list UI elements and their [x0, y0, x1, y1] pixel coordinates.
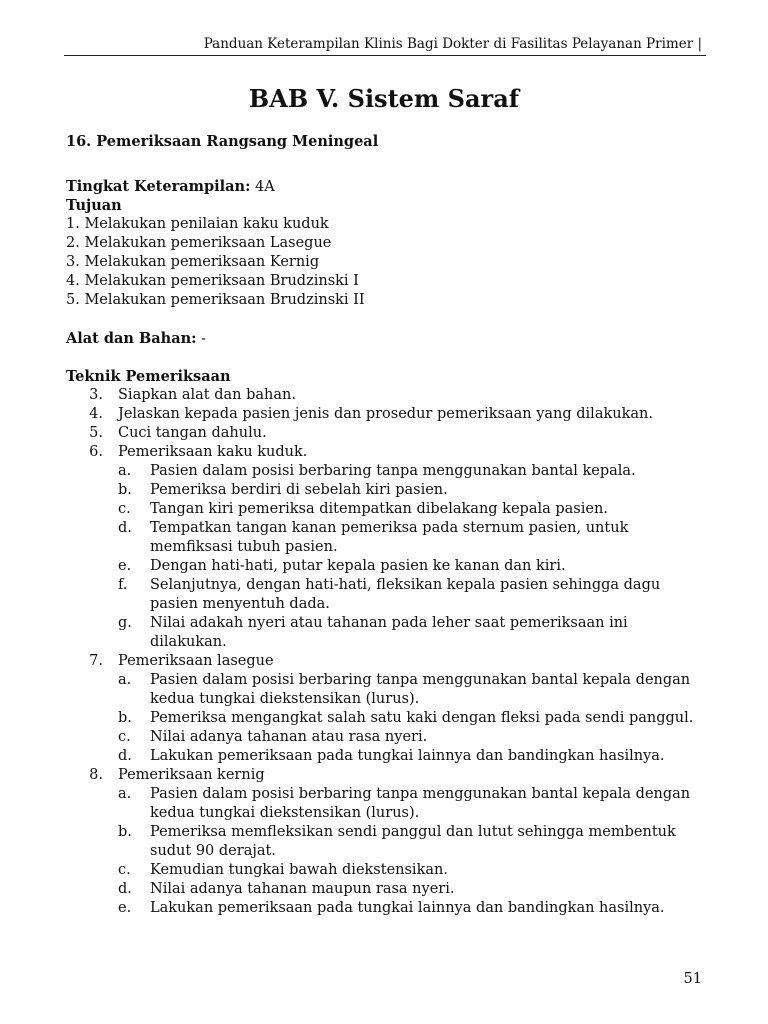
step-number: 7. — [89, 653, 103, 669]
technique-step — [66, 405, 716, 424]
substep-line — [66, 709, 716, 728]
substep-text: Lakukan pemeriksaan pada tungkai lainnya dan bandingkan hasilnya. — [150, 900, 665, 916]
step-text: Pemeriksaan kaku kuduk. — [118, 444, 308, 460]
step-number: 4. — [89, 406, 103, 422]
step-number: 3. — [89, 387, 103, 403]
step-text: Siapkan alat dan bahan. — [118, 387, 296, 403]
substep-letter: e. — [118, 558, 132, 574]
section-heading: 16. Pemeriksaan Rangsang Meningeal — [66, 133, 379, 150]
substep-letter: d. — [118, 520, 132, 536]
substep-letter: g. — [118, 615, 132, 631]
substep-letter: a. — [118, 463, 132, 479]
step-number: 6. — [89, 444, 103, 460]
substep-line — [66, 595, 716, 614]
technique-step — [66, 386, 716, 405]
substep-text: Pemeriksa mengangkat salah satu kaki dengan fleksi pada sendi panggul. — [150, 710, 694, 726]
substep-text: Kemudian tungkai bawah diekstensikan. — [150, 862, 448, 878]
substep-text: Nilai adanya tahanan atau rasa nyeri. — [150, 729, 428, 745]
substep-line — [66, 519, 716, 538]
skill-level-label: Tingkat Keterampilan: — [66, 178, 251, 195]
purpose-item: 1. Melakukan penilaian kaku kuduk — [66, 216, 329, 232]
substep-line — [66, 804, 716, 823]
substep-letter: d. — [118, 748, 132, 764]
purpose-item: 2. Melakukan pemeriksaan Lasegue — [66, 235, 332, 251]
substep-line — [66, 880, 716, 899]
substep-text: Nilai adanya tahanan maupun rasa nyeri. — [150, 881, 455, 897]
substep-letter: f. — [118, 577, 128, 593]
step-text: Jelaskan kepada pasien jenis dan prosedur pemeriksaan yang dilakukan. — [118, 406, 653, 422]
skill-level-value: 4A — [250, 179, 275, 195]
substep-text: Pasien dalam posisi berbaring tanpa menggunakan bantal kepala. — [150, 463, 636, 479]
substep-line — [66, 576, 716, 595]
step-text: Pemeriksaan kernig — [118, 767, 265, 783]
substep-line — [66, 728, 716, 747]
substep-text: Lakukan pemeriksaan pada tungkai lainnya dan bandingkan hasilnya. — [150, 748, 665, 764]
substep-text: Pasien dalam posisi berbaring tanpa menggunakan bantal kepala dengan — [150, 672, 691, 688]
substep-text: Tangan kiri pemeriksa ditempatkan dibelakang kepala pasien. — [150, 501, 608, 517]
substep-line — [66, 690, 716, 709]
substep-line — [66, 462, 716, 481]
technique-step — [66, 443, 716, 462]
substep-line — [66, 785, 716, 804]
substep-letter: b. — [118, 710, 132, 726]
substep-line — [66, 823, 716, 842]
purpose-item: 3. Melakukan pemeriksaan Kernig — [66, 254, 320, 270]
purpose-item: 5. Melakukan pemeriksaan Brudzinski II — [66, 292, 365, 308]
running-header: Panduan Keterampilan Klinis Bagi Dokter di Fasilitas Pelayanan Primer | — [203, 36, 702, 52]
substep-text: sudut 90 derajat. — [150, 843, 276, 859]
purpose-heading: Tujuan — [66, 197, 122, 214]
document-body — [66, 177, 716, 918]
purpose-item: 4. Melakukan pemeriksaan Brudzinski I — [66, 273, 359, 289]
substep-line — [66, 557, 716, 576]
substep-text: pasien menyentuh dada. — [150, 596, 330, 612]
substep-letter: d. — [118, 881, 132, 897]
substep-text: Selanjutnya, dengan hati-hati, fleksikan kepala pasien sehingga dagu — [150, 577, 661, 593]
substep-line — [66, 899, 716, 918]
step-text: Cuci tangan dahulu. — [118, 425, 267, 441]
tools-line — [66, 329, 716, 348]
substep-text: Tempatkan tangan kanan pemeriksa pada sternum pasien, untuk — [150, 520, 629, 536]
substep-text: memfiksasi tubuh pasien. — [150, 539, 338, 555]
chapter-title: BAB V. Sistem Saraf — [248, 84, 520, 113]
substep-line — [66, 861, 716, 880]
substep-line — [66, 747, 716, 766]
substep-letter: c. — [118, 862, 131, 878]
technique-step — [66, 652, 716, 671]
substep-letter: a. — [118, 672, 132, 688]
tools-label: Alat dan Bahan: — [66, 330, 197, 347]
substep-letter: c. — [118, 729, 131, 745]
technique-step — [66, 766, 716, 785]
substep-line — [66, 671, 716, 690]
substep-text: dilakukan. — [150, 634, 227, 650]
step-number: 5. — [89, 425, 103, 441]
substep-letter: a. — [118, 786, 132, 802]
substep-line — [66, 614, 716, 633]
substep-line — [66, 633, 716, 652]
skill-level — [66, 177, 716, 196]
step-number: 8. — [89, 767, 103, 783]
substep-text: Nilai adakah nyeri atau tahanan pada leher saat pemeriksaan ini — [150, 615, 628, 631]
substep-text: Dengan hati-hati, putar kepala pasien ke kanan dan kiri. — [150, 558, 566, 574]
technique-heading: Teknik Pemeriksaan — [66, 368, 231, 385]
substep-letter: c. — [118, 501, 131, 517]
substep-letter: b. — [118, 824, 132, 840]
substep-line — [66, 842, 716, 861]
technique-step — [66, 424, 716, 443]
substep-text: kedua tungkai diekstensikan (lurus). — [150, 691, 420, 707]
step-text: Pemeriksaan lasegue — [118, 653, 274, 669]
tools-value: - — [196, 331, 207, 347]
substep-line — [66, 481, 716, 500]
substep-line — [66, 538, 716, 557]
substep-letter: e. — [118, 900, 132, 916]
substep-text: Pemeriksa berdiri di sebelah kiri pasien. — [150, 482, 448, 498]
substep-text: Pasien dalam posisi berbaring tanpa menggunakan bantal kepala dengan — [150, 786, 691, 802]
substep-text: Pemeriksa memfleksikan sendi panggul dan lutut sehingga membentuk — [150, 824, 676, 840]
header-rule — [64, 55, 706, 56]
page-number: 51 — [683, 971, 702, 987]
substep-line — [66, 500, 716, 519]
technique-steps — [66, 386, 716, 918]
substep-text: kedua tungkai diekstensikan (lurus). — [150, 805, 420, 821]
substep-letter: b. — [118, 482, 132, 498]
